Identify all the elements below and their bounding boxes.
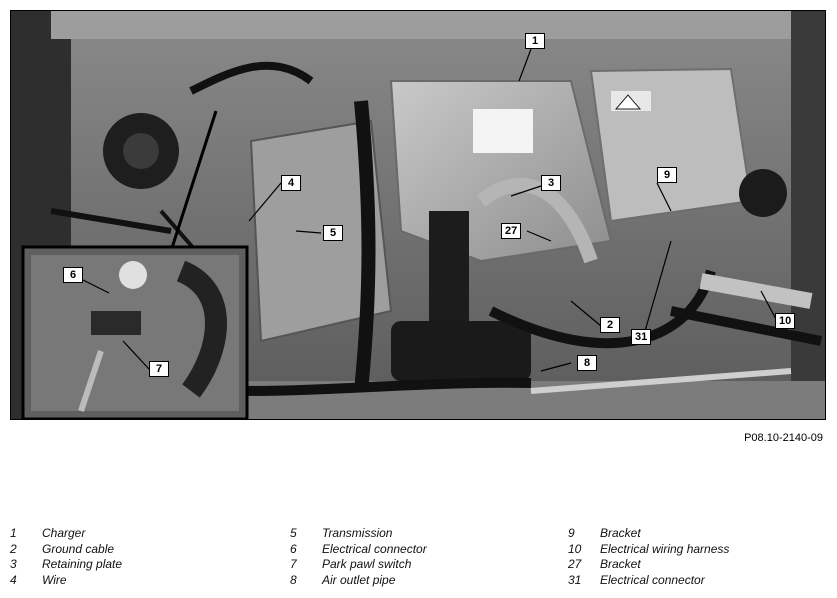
legend-number: 9: [568, 526, 575, 540]
callout-27: 27: [501, 223, 521, 239]
engine-bay-illustration: [11, 11, 826, 420]
legend-item: [10, 573, 280, 589]
callout-10: 10: [775, 313, 795, 329]
legend-item: [290, 542, 560, 558]
legend-number: 1: [10, 526, 17, 540]
callout-7: 7: [149, 361, 169, 377]
callout-3: 3: [541, 175, 561, 191]
legend-label: Park pawl switch: [322, 557, 412, 571]
legend-item: [568, 542, 837, 558]
legend-label: Electrical connector: [600, 572, 705, 587]
legend-label: Bracket: [600, 557, 641, 571]
legend-label: Transmission: [322, 526, 393, 540]
legend-item: [10, 557, 280, 573]
callout-31: 31: [631, 329, 651, 345]
legend-item: [568, 557, 837, 573]
legend-label: Retaining plate: [42, 557, 123, 571]
legend-number: 10: [568, 541, 582, 556]
callout-4: 4: [281, 175, 301, 191]
legend-column-1: [10, 526, 280, 588]
callout-6: 6: [63, 267, 83, 283]
callout-1: 1: [525, 33, 545, 49]
legend-number: 3: [10, 557, 17, 571]
legend: [10, 526, 830, 592]
legend-number: 8: [290, 572, 297, 587]
legend-label: Charger: [42, 526, 86, 540]
legend-label: Bracket: [600, 526, 641, 540]
legend-item: [10, 526, 280, 542]
legend-column-3: [568, 526, 837, 588]
legend-item: [290, 573, 560, 589]
callout-5: 5: [323, 225, 343, 241]
legend-column-2: [290, 526, 560, 588]
legend-item: [290, 557, 560, 573]
legend-label: Electrical connector: [322, 541, 427, 556]
legend-item: [568, 573, 837, 589]
legend-number: 4: [10, 572, 17, 587]
legend-number: 5: [290, 526, 297, 540]
callout-2: 2: [600, 317, 620, 333]
callout-8: 8: [577, 355, 597, 371]
engine-bay-photo: [10, 10, 826, 420]
legend-label: Electrical wiring harness: [600, 541, 730, 556]
legend-number: 31: [568, 572, 582, 587]
legend-label: Air outlet pipe: [322, 572, 396, 587]
legend-number: 6: [290, 541, 297, 556]
legend-item: [10, 542, 280, 558]
legend-label: Ground cable: [42, 541, 115, 556]
legend-number: 2: [10, 541, 17, 556]
legend-number: 7: [290, 557, 297, 571]
figure-code: P08.10-2140-09: [744, 432, 823, 444]
legend-label: Wire: [42, 572, 67, 587]
callout-9: 9: [657, 167, 677, 183]
legend-item: [290, 526, 560, 542]
legend-number: 27: [568, 557, 582, 571]
legend-item: [568, 526, 837, 542]
